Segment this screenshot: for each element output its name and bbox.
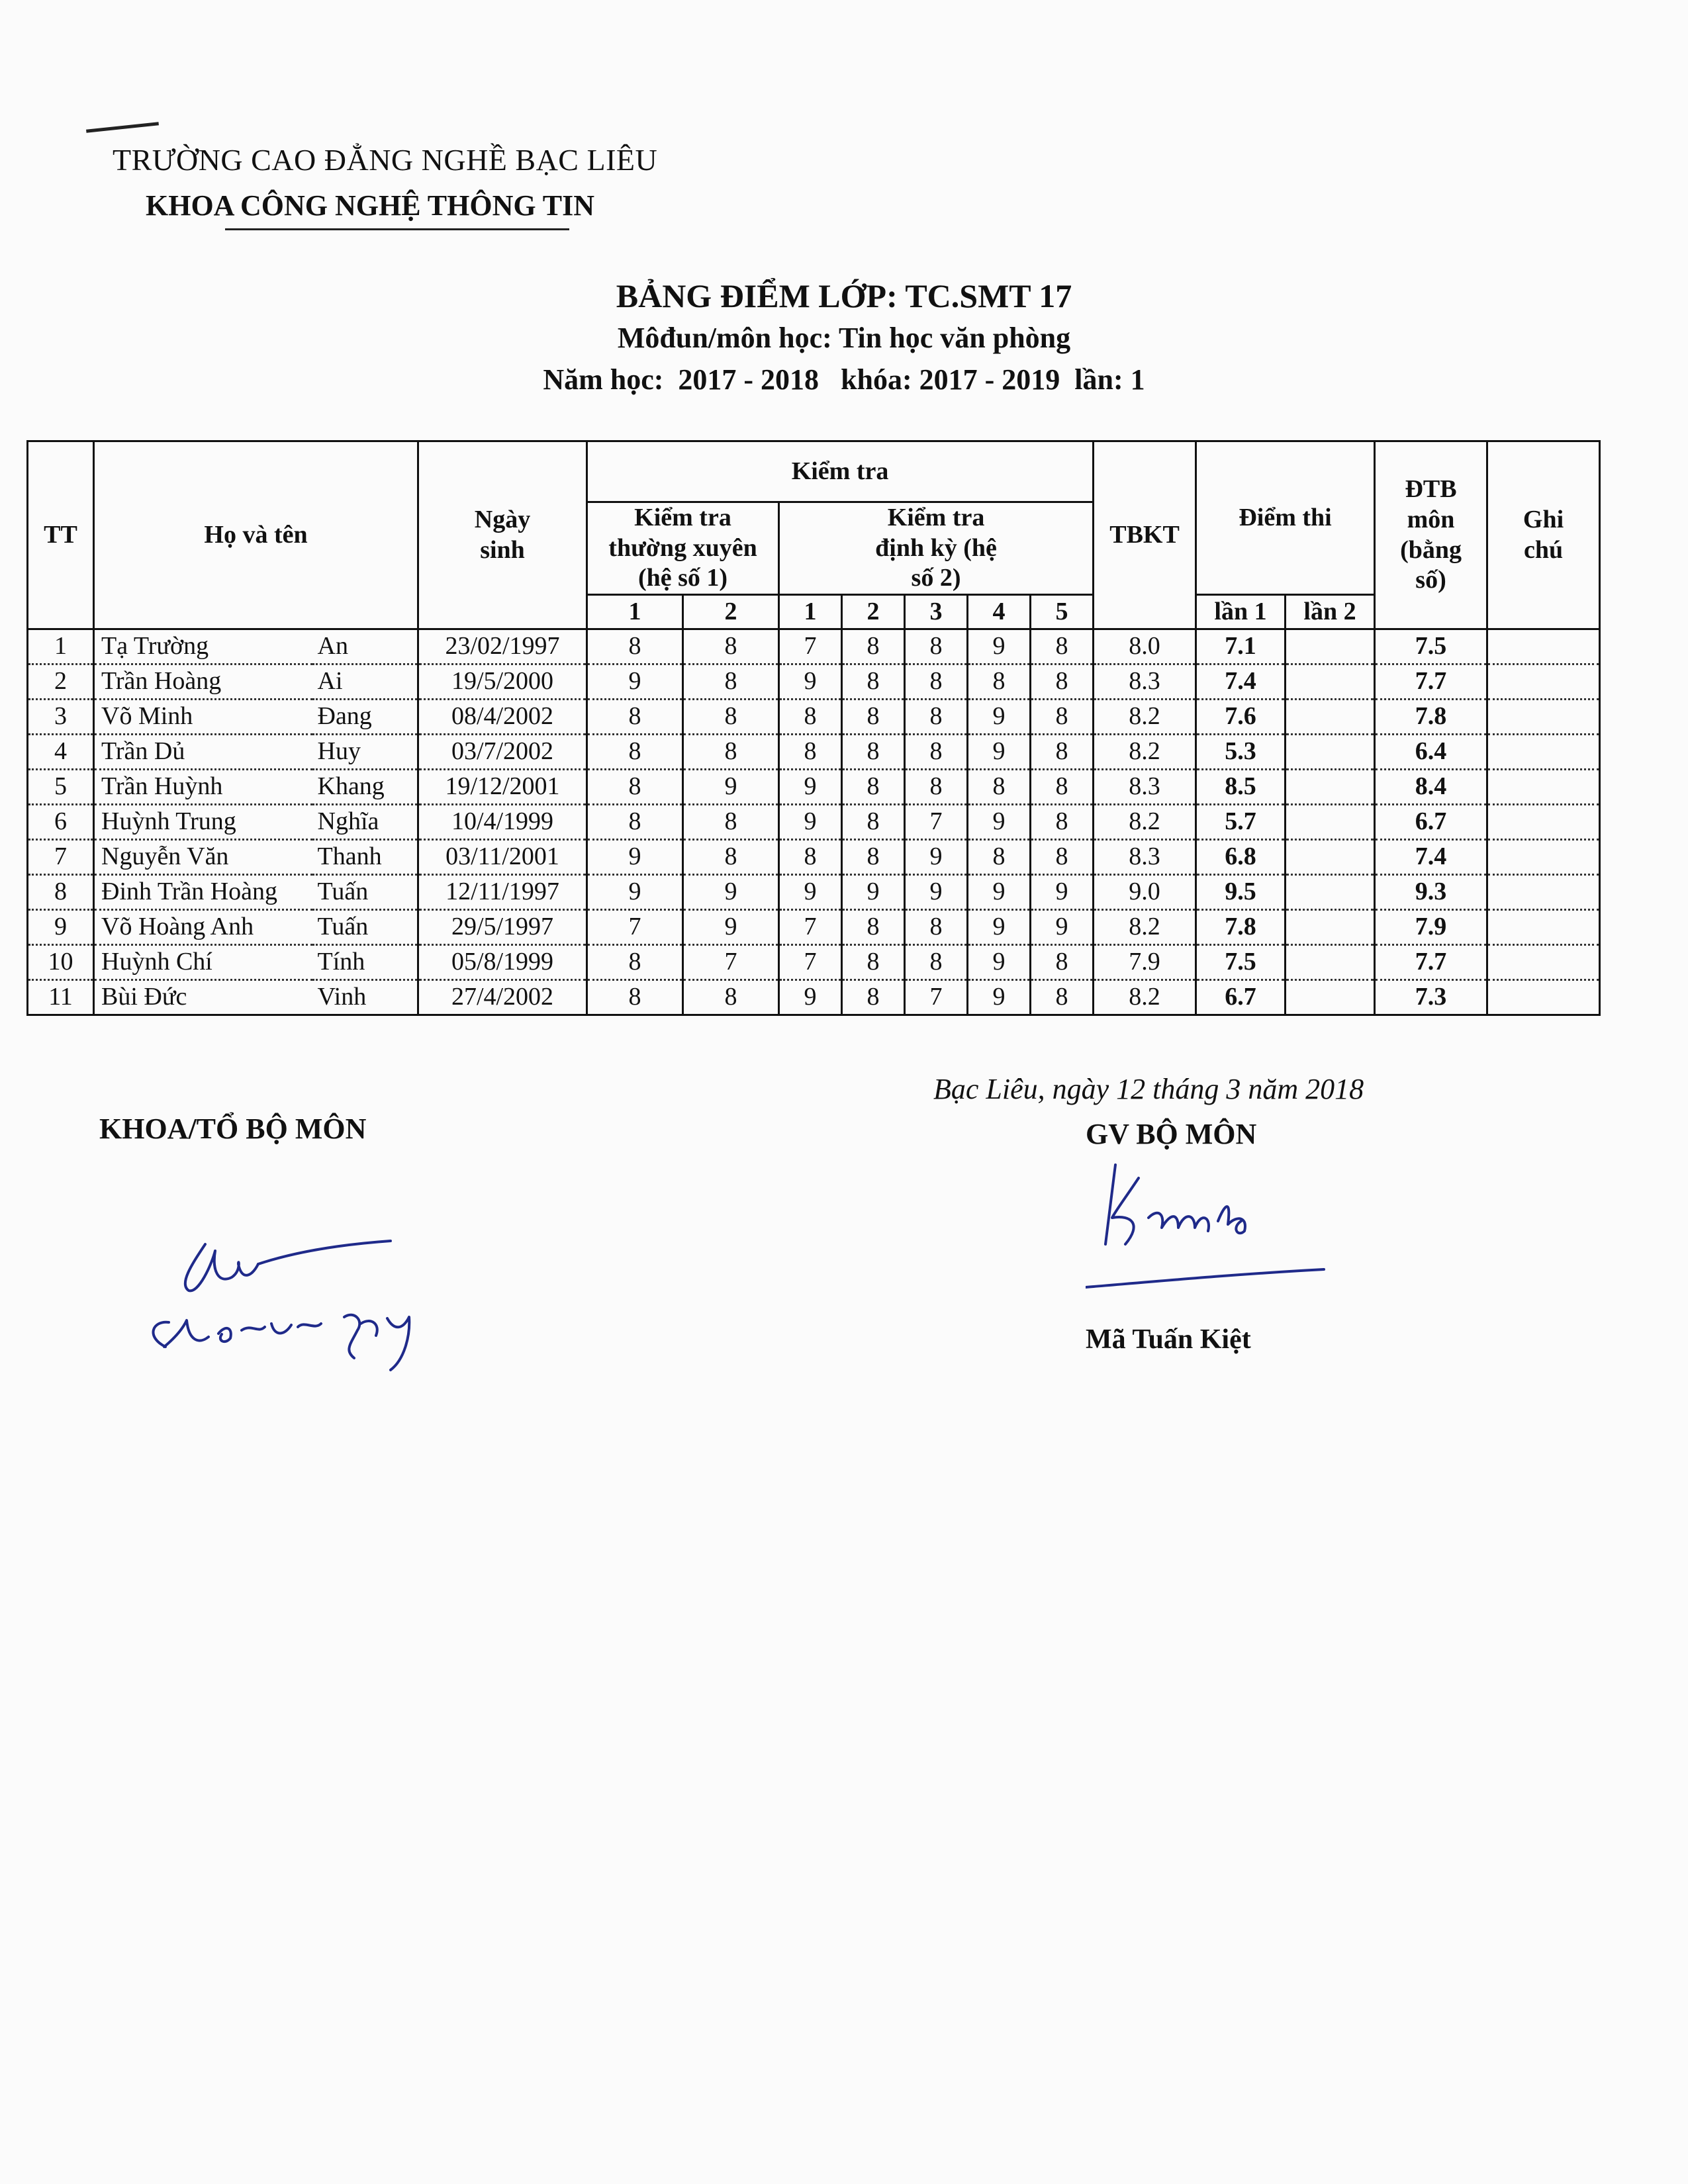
score-exam-1: 5.3: [1196, 735, 1286, 770]
student-dob: 10/4/1999: [418, 805, 587, 840]
row-number: 7: [28, 840, 94, 875]
score-ktx-1: 9: [587, 875, 683, 910]
col-ktx: Kiểm tra thường xuyên (hệ số 1): [587, 502, 779, 595]
score-kdk-5: 8: [1031, 840, 1094, 875]
note: [1487, 805, 1600, 840]
score-exam-1: 7.5: [1196, 945, 1286, 980]
score-ktx-2: 8: [683, 664, 779, 700]
score-tbkt: 8.2: [1094, 805, 1196, 840]
table-row: [28, 980, 1600, 1015]
score-kdk-4: 9: [968, 700, 1031, 735]
table-row: [28, 945, 1600, 980]
score-kdk-1: 9: [779, 980, 842, 1015]
score-kdk-1: 8: [779, 700, 842, 735]
score-kdk-4: 9: [968, 980, 1031, 1015]
col-kdk: Kiểm tra định kỳ (hệ số 2): [779, 502, 1094, 595]
col-kdk-3: 3: [905, 595, 968, 629]
score-ktx-1: 8: [587, 980, 683, 1015]
score-ktx-1: 9: [587, 664, 683, 700]
score-exam-1: 8.5: [1196, 770, 1286, 805]
score-kdk-5: 9: [1031, 875, 1094, 910]
school-year: Năm học: 2017 - 2018: [543, 363, 820, 396]
score-kdk-2: 8: [842, 910, 905, 945]
score-exam-1: 6.8: [1196, 840, 1286, 875]
score-kdk-3: 8: [905, 629, 968, 664]
score-kdk-2: 8: [842, 945, 905, 980]
student-given-name: Tuấn: [312, 910, 418, 945]
score-final: 7.4: [1375, 840, 1487, 875]
school-name: TRƯỜNG CAO ĐẲNG NGHỀ BẠC LIÊU: [113, 143, 658, 177]
score-tbkt: 8.2: [1094, 910, 1196, 945]
col-kdk-5: 5: [1031, 595, 1094, 629]
score-kdk-4: 8: [968, 840, 1031, 875]
score-ktx-2: 9: [683, 910, 779, 945]
note: [1487, 629, 1600, 664]
score-exam-1: 7.4: [1196, 664, 1286, 700]
department-name: KHOA CÔNG NGHỆ THÔNG TIN: [146, 189, 595, 222]
student-surname: Tạ Trường: [94, 629, 312, 664]
teacher-signature-label: GV BỘ MÔN: [1086, 1118, 1257, 1150]
score-kdk-2: 8: [842, 700, 905, 735]
subject-line: Môđun/môn học: Tin học văn phòng: [617, 322, 1071, 354]
score-kdk-3: 8: [905, 910, 968, 945]
col-kdk-2: 2: [842, 595, 905, 629]
student-given-name: Thanh: [312, 840, 418, 875]
table-row: [28, 805, 1600, 840]
col-ktx-1: 1: [587, 595, 683, 629]
score-kdk-5: 8: [1031, 735, 1094, 770]
student-surname: Đinh Trần Hoàng: [94, 875, 312, 910]
department-signature: [126, 1205, 496, 1390]
department-signature-label: KHOA/TỔ BỘ MÔN: [99, 1113, 367, 1145]
score-final: 8.4: [1375, 770, 1487, 805]
score-kdk-3: 9: [905, 875, 968, 910]
score-tbkt: 8.3: [1094, 664, 1196, 700]
score-ktx-1: 9: [587, 840, 683, 875]
student-given-name: Ai: [312, 664, 418, 700]
col-kdk-4: 4: [968, 595, 1031, 629]
score-exam-2: [1286, 945, 1375, 980]
student-given-name: Huy: [312, 735, 418, 770]
score-kdk-5: 8: [1031, 945, 1094, 980]
score-kdk-4: 9: [968, 629, 1031, 664]
note: [1487, 910, 1600, 945]
score-ktx-2: 8: [683, 805, 779, 840]
score-kdk-2: 9: [842, 875, 905, 910]
student-surname: Bùi Đức: [94, 980, 312, 1015]
score-exam-2: [1286, 805, 1375, 840]
table-row: [28, 629, 1600, 664]
score-final: 6.7: [1375, 805, 1487, 840]
score-exam-1: 7.8: [1196, 910, 1286, 945]
score-kdk-5: 8: [1031, 629, 1094, 664]
table-row: [28, 840, 1600, 875]
student-given-name: Vinh: [312, 980, 418, 1015]
score-ktx-1: 8: [587, 805, 683, 840]
score-ktx-2: 8: [683, 629, 779, 664]
col-name: Họ và tên: [94, 441, 418, 629]
row-number: 2: [28, 664, 94, 700]
score-kdk-3: 8: [905, 664, 968, 700]
student-surname: Nguyễn Văn: [94, 840, 312, 875]
score-kdk-3: 9: [905, 840, 968, 875]
score-final: 7.7: [1375, 664, 1487, 700]
note: [1487, 664, 1600, 700]
score-kdk-2: 8: [842, 840, 905, 875]
score-kdk-4: 8: [968, 770, 1031, 805]
score-exam-2: [1286, 735, 1375, 770]
score-kdk-3: 8: [905, 700, 968, 735]
col-ktx-2: 2: [683, 595, 779, 629]
student-given-name: Đang: [312, 700, 418, 735]
score-final: 6.4: [1375, 735, 1487, 770]
score-final: 7.9: [1375, 910, 1487, 945]
score-exam-2: [1286, 840, 1375, 875]
score-exam-1: 7.1: [1196, 629, 1286, 664]
score-exam-1: 7.6: [1196, 700, 1286, 735]
student-surname: Võ Hoàng Anh: [94, 910, 312, 945]
score-kdk-1: 8: [779, 735, 842, 770]
score-tbkt: 9.0: [1094, 875, 1196, 910]
score-kdk-1: 7: [779, 910, 842, 945]
score-exam-2: [1286, 664, 1375, 700]
col-dob: Ngày sinh: [418, 441, 587, 629]
row-number: 8: [28, 875, 94, 910]
score-exam-2: [1286, 770, 1375, 805]
table-row: [28, 735, 1600, 770]
note: [1487, 840, 1600, 875]
row-number: 5: [28, 770, 94, 805]
score-ktx-1: 8: [587, 945, 683, 980]
score-ktx-1: 7: [587, 910, 683, 945]
score-ktx-2: 8: [683, 700, 779, 735]
score-kdk-5: 8: [1031, 980, 1094, 1015]
col-tbkt: TBKT: [1094, 441, 1196, 629]
score-kdk-5: 8: [1031, 770, 1094, 805]
student-dob: 23/02/1997: [418, 629, 587, 664]
score-kdk-4: 8: [968, 664, 1031, 700]
score-kdk-2: 8: [842, 735, 905, 770]
score-ktx-2: 9: [683, 875, 779, 910]
score-exam-1: 5.7: [1196, 805, 1286, 840]
student-surname: Trần Dủ: [94, 735, 312, 770]
score-exam-1: 6.7: [1196, 980, 1286, 1015]
score-final: 9.3: [1375, 875, 1487, 910]
score-kdk-5: 8: [1031, 805, 1094, 840]
score-kdk-2: 8: [842, 664, 905, 700]
score-ktx-2: 8: [683, 840, 779, 875]
col-dtb: ĐTB môn (bằng số): [1375, 441, 1487, 629]
score-kdk-5: 9: [1031, 910, 1094, 945]
row-number: 11: [28, 980, 94, 1015]
score-kdk-1: 9: [779, 770, 842, 805]
student-given-name: Nghĩa: [312, 805, 418, 840]
student-surname: Trần Hoàng: [94, 664, 312, 700]
score-tbkt: 8.0: [1094, 629, 1196, 664]
department-underline: [225, 228, 569, 230]
score-exam-2: [1286, 910, 1375, 945]
score-tbkt: 7.9: [1094, 945, 1196, 980]
score-kdk-2: 8: [842, 770, 905, 805]
score-final: 7.3: [1375, 980, 1487, 1015]
score-kdk-3: 8: [905, 945, 968, 980]
score-kdk-3: 8: [905, 770, 968, 805]
score-kdk-1: 8: [779, 840, 842, 875]
student-dob: 19/5/2000: [418, 664, 587, 700]
score-exam-2: [1286, 629, 1375, 664]
score-kdk-1: 7: [779, 945, 842, 980]
note: [1487, 980, 1600, 1015]
col-lan-1: lần 1: [1196, 595, 1286, 629]
student-given-name: Tính: [312, 945, 418, 980]
score-kdk-4: 9: [968, 875, 1031, 910]
score-kdk-2: 8: [842, 629, 905, 664]
student-given-name: Tuấn: [312, 875, 418, 910]
score-kdk-5: 8: [1031, 664, 1094, 700]
teacher-name: Mã Tuấn Kiệt: [1086, 1324, 1251, 1355]
student-dob: 29/5/1997: [418, 910, 587, 945]
student-given-name: An: [312, 629, 418, 664]
score-kdk-3: 7: [905, 805, 968, 840]
note: [1487, 945, 1600, 980]
score-final: 7.8: [1375, 700, 1487, 735]
student-surname: Huỳnh Chí: [94, 945, 312, 980]
table-row: [28, 910, 1600, 945]
note: [1487, 770, 1600, 805]
student-given-name: Khang: [312, 770, 418, 805]
row-number: 6: [28, 805, 94, 840]
score-kdk-3: 8: [905, 735, 968, 770]
student-dob: 03/7/2002: [418, 735, 587, 770]
table-row: [28, 875, 1600, 910]
note: [1487, 700, 1600, 735]
student-surname: Huỳnh Trung: [94, 805, 312, 840]
score-ktx-2: 8: [683, 980, 779, 1015]
student-dob: 19/12/2001: [418, 770, 587, 805]
score-ktx-1: 8: [587, 700, 683, 735]
score-ktx-2: 8: [683, 735, 779, 770]
score-kdk-1: 7: [779, 629, 842, 664]
student-dob: 03/11/2001: [418, 840, 587, 875]
col-tt: TT: [28, 441, 94, 629]
score-tbkt: 8.2: [1094, 735, 1196, 770]
table-row: [28, 700, 1600, 735]
score-tbkt: 8.2: [1094, 700, 1196, 735]
table-row: [28, 770, 1600, 805]
score-exam-2: [1286, 980, 1375, 1015]
score-final: 7.7: [1375, 945, 1487, 980]
score-ktx-1: 8: [587, 770, 683, 805]
corner-mark: [86, 122, 159, 132]
score-kdk-5: 8: [1031, 700, 1094, 735]
row-number: 9: [28, 910, 94, 945]
score-kdk-4: 9: [968, 910, 1031, 945]
row-number: 1: [28, 629, 94, 664]
student-surname: Trần Huỳnh: [94, 770, 312, 805]
col-lan-2: lần 2: [1286, 595, 1375, 629]
score-exam-2: [1286, 875, 1375, 910]
student-dob: 27/4/2002: [418, 980, 587, 1015]
row-number: 4: [28, 735, 94, 770]
row-number: 10: [28, 945, 94, 980]
score-kdk-1: 9: [779, 664, 842, 700]
score-ktx-2: 9: [683, 770, 779, 805]
score-kdk-1: 9: [779, 805, 842, 840]
score-final: 7.5: [1375, 629, 1487, 664]
score-ktx-1: 8: [587, 629, 683, 664]
score-kdk-2: 8: [842, 805, 905, 840]
score-tbkt: 8.2: [1094, 980, 1196, 1015]
score-kdk-2: 8: [842, 980, 905, 1015]
score-ktx-1: 8: [587, 735, 683, 770]
col-ghi-chu: Ghi chú: [1487, 441, 1600, 629]
col-kdk-1: 1: [779, 595, 842, 629]
score-ktx-2: 7: [683, 945, 779, 980]
score-kdk-3: 7: [905, 980, 968, 1015]
col-kiem-tra: Kiểm tra: [587, 441, 1094, 502]
col-diem-thi: Điểm thi: [1196, 441, 1375, 595]
date-line: Bạc Liêu, ngày 12 tháng 3 năm 2018: [933, 1073, 1364, 1105]
student-dob: 08/4/2002: [418, 700, 587, 735]
year-line: [0, 363, 1688, 396]
score-kdk-4: 9: [968, 735, 1031, 770]
score-exam-2: [1286, 700, 1375, 735]
teacher-signature: [1086, 1152, 1350, 1304]
score-exam-1: 9.5: [1196, 875, 1286, 910]
score-kdk-1: 9: [779, 875, 842, 910]
note: [1487, 735, 1600, 770]
score-table: [26, 440, 1601, 1016]
student-surname: Võ Minh: [94, 700, 312, 735]
score-kdk-4: 9: [968, 945, 1031, 980]
table-row: [28, 664, 1600, 700]
student-dob: 12/11/1997: [418, 875, 587, 910]
student-dob: 05/8/1999: [418, 945, 587, 980]
score-kdk-4: 9: [968, 805, 1031, 840]
row-number: 3: [28, 700, 94, 735]
score-tbkt: 8.3: [1094, 770, 1196, 805]
score-tbkt: 8.3: [1094, 840, 1196, 875]
document-title: BẢNG ĐIỂM LỚP: TC.SMT 17: [616, 277, 1072, 314]
course-attempt: khóa: 2017 - 2019 lần: 1: [819, 363, 1145, 396]
note: [1487, 875, 1600, 910]
